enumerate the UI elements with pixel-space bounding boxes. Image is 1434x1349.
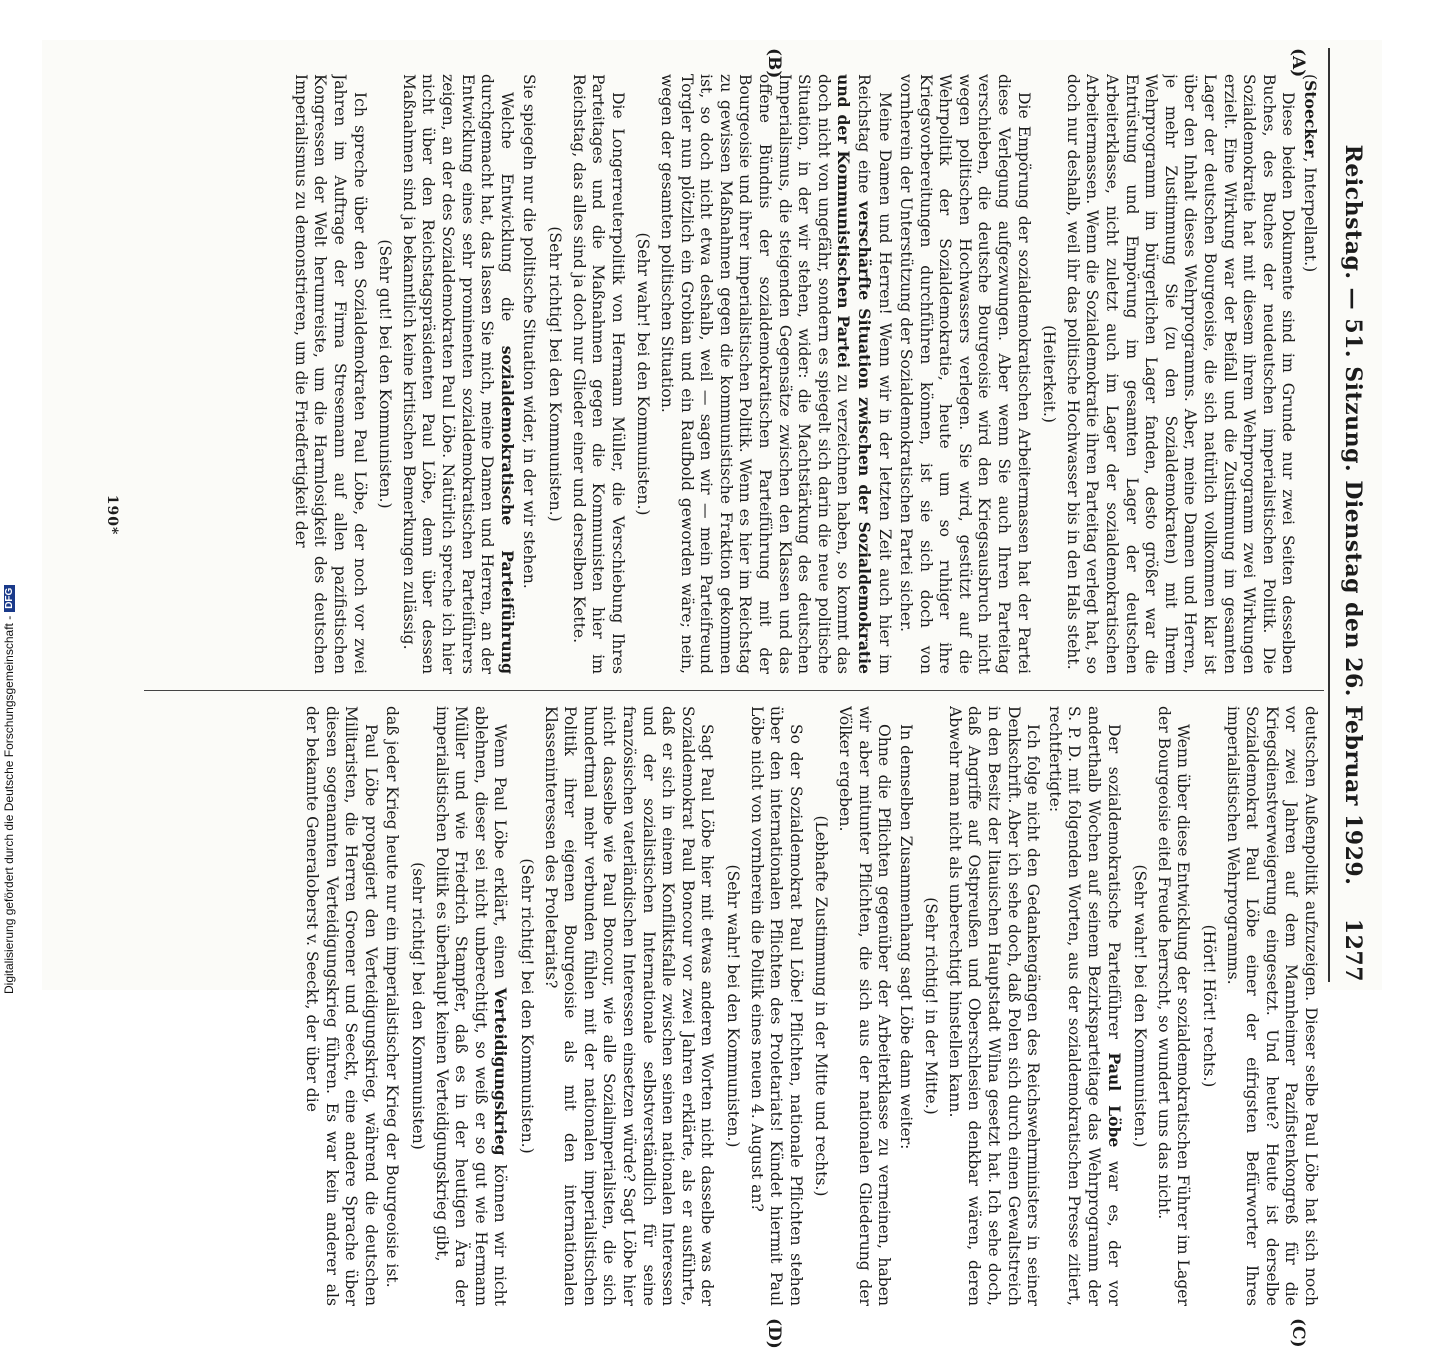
text-span: können wir nicht ablehnen, dieser sei nicht unberechtigt, so weiß er so gut wie Hermann Müller und wie Friedrich Stampfer, daß es in der heutigen Ära der imperialistischen Politik es überhaupt keinen Verteidigungskrieg gibt, xyxy=(432,706,510,1306)
margin-marker-a: (A) xyxy=(1288,48,1308,78)
page-number: 1277 xyxy=(1340,918,1366,982)
interjection: (Sehr gut! bei den Kommunisten.) xyxy=(376,239,395,509)
paragraph: Wenn über diese Entwicklung der sozialdemokratischen Führer im Lager der Bourgeoisie eitel Freude herrscht, so wundert uns das nicht. xyxy=(1154,706,1193,1306)
text-span: Der sozialdemokratische Parteiführer xyxy=(1104,724,1123,1039)
paragraph: Sie spiegeln nur die politische Situation wider, in der wir stehen. xyxy=(520,74,539,589)
interjection: (Lebhafte Zustimmung in der Mitte und rechts.) xyxy=(812,815,831,1197)
paragraph: deutschen Außenpolitik aufzuzeigen. Dieser selbe Paul Löbe hat sich noch vor zwei Jahren auf dem Mannheimer Pazifistenkongreß für die Kriegsdienstverweigerung eingesetzt. Und heute? Heute ist derselbe Sozialdemokrat Paul Löbe einer der eifrigsten Befürworter Ihres imperialistischen Wehrprogramms. xyxy=(1223,706,1320,1306)
quoted-paragraph: Ohne die Pflichten gegenüber der Arbeiterklasse zu verneinen, haben wir aber mitunter Pflichten, die sich aus der nationalen Gliederung der Völker ergeben. xyxy=(835,706,894,1306)
text-span: Wenn Paul Löbe erklärt, einen xyxy=(491,724,510,979)
left-column xyxy=(150,74,1320,674)
text-span: durchgemacht hat, das lassen Sie mich, meine Damen und Herren, an der Entwicklung eines sehr prominenten sozialdemokratischen Parteiführers zeigen, an der des Sozialdemokraten Paul Löbe. Natürlich spreche ich hier nicht über den Reichstagspräsidenten Paul Löbe, denn über dessen Maßnahmen sind ja bekanntlich keine kritischen Bemerkungen zulässig. xyxy=(399,74,497,674)
bold-phrase: Paul Löbe xyxy=(1104,1052,1124,1148)
paragraph xyxy=(1044,706,1123,1306)
bold-phrase: verschärfte Situation zwischen der Sozialdemokratie und der Kommunistischen Partei xyxy=(834,74,874,674)
text-span: Meine Damen und Herren! Wenn wir in der letzten Zeit auch hier im Reichstag eine xyxy=(854,74,894,674)
paragraph xyxy=(398,74,517,674)
interjection: (Hört! Hört! rechts.) xyxy=(1200,924,1219,1088)
paragraph: Diese beiden Dokumente sind im Grunde nur zwei Seiten desselben Buches, des Buches der neudeutschen imperialistischen Politik. Die Sozialdemokratie hat mit diesem ihrem Wehrprogramm zwei Wirkungen erzielt. Eine Wirkung war der Beifall und die Zustimmung im gesamten Lager der deutschen Bourgeoisie, die sich natürlich vollkommen klar ist über den Inhalt dieses Wehrprogramms. Aber, meine Damen und Herren, je mehr Zustimmung Sie (zu den Sozialdemokraten) mit Ihrem Wehrprogramm im bürgerlichen Lager fanden, desto größer war die Entrüstung und Empörung im gesamten Lager der deutschen Arbeiterklasse, nicht zuletzt auch im Lager der sozialdemokratischen Arbeitermassen. Wenn die Sozialdemokratie ihren Parteitag verlegt hat, so doch nur deshalb, weil ihr das politische Hochwasser bis in den Hals steht. xyxy=(1063,74,1298,674)
credit-text: Digitalisierung gefördert durch die Deutsche Forschungsgemeinschaft - xyxy=(2,615,16,994)
quoted-paragraph: Ich folge nicht den Gedankengängen des Reichswehrministers in seiner Denkschrift. Aber ich sehe doch, daß Polen sich durch einen Gewaltstreich in den Besitz der litauischen Hauptstadt Wilna gesetzt hat. Ich sehe doch, daß Angriffe auf Ostpreußen und Oberschlesien denkbar wären, deren Abwehr man nicht als unberechtigt hinstellen kann. xyxy=(945,706,1043,1306)
paragraph: Sagt Paul Löbe hier mit etwas anderen Worten nicht dasselbe was der Sozialdemokrat Paul Boncour vor zwei Jahren erklärte, als er ausführte, daß er sich in einem Konfliktsfalle zwischen seinen nationalen Interessen und der sozialistischen Internationale selbstverständlich für seine französischen vaterländischen Interessen einsetzen würde? Sagt Löbe hier nicht dasselbe wie Paul Boncour, wie alle Sozialimperialisten, die sich hundertmal mehr verbunden fühlen mit der nationalen imperialistischen Politik ihrer eigenen Bourgeoisie als mit den internationalen Klasseninteressen des Proletariats? xyxy=(541,706,717,1306)
page-header xyxy=(1332,48,1372,982)
paragraph: daß jeder Krieg heute nur ein imperialistischer Krieg der Bourgeoisie ist. xyxy=(383,706,402,1288)
header-rule xyxy=(1328,48,1330,982)
interjection: (Sehr richtig! in der Mitte.) xyxy=(922,897,941,1115)
interjection: (sehr richtig! bei den Kommunisten) xyxy=(409,862,428,1150)
paragraph xyxy=(656,74,893,674)
paragraph: Ich spreche über den Sozialdemokraten Paul Löbe, der noch vor zwei Jahren im Auftrage der Firma Stresemann auf allen pazifistischen Kongressen der Welt herumreiste, um die Harmlosigkeit des deutschen Imperialismus zu demonstrieren, um die Friedfertigkeit der xyxy=(291,74,369,674)
bold-phrase: sozialdemokratische Parteiführung xyxy=(497,345,517,674)
bold-phrase: Verteidigungskrieg xyxy=(491,987,511,1156)
margin-marker-b: (B) xyxy=(764,48,784,79)
interjection: (Sehr wahr! bei den Kommunisten.) xyxy=(634,232,653,516)
interjection: (Heiterkeit.) xyxy=(1040,325,1059,423)
digitization-credit xyxy=(2,0,24,994)
paragraph: Paul Löbe propagiert den Verteidigungskrieg, während die deutschen Militaristen, die Herren Groener und Seeckt, eine andere Sprache über diesen sogenannten Verteidigungskrieg führen. Es war kein anderer als der bekannte Generaloberst v. Seeckt, der über die xyxy=(303,706,380,1306)
column-divider xyxy=(144,690,1324,691)
paragraph: So der Sozialdemokrat Paul Löbe! Pflichten, nationale Pflichten stehen über den internationalen Pflichten des Proletariats! Kündet hiermit Paul Löbe nicht von vornherein die Politik eines neuen 4. August an? xyxy=(747,706,805,1306)
dfg-logo: DFG xyxy=(4,585,15,612)
margin-marker-c: (C) xyxy=(1288,1318,1308,1348)
interjection: (Sehr richtig! bei den Kommunisten.) xyxy=(546,226,565,522)
paragraph: Die Longerreuterpolitik von Hermann Müller, die Verschiebung Ihres Parteitages und die Maßnahmen gegen die Kommunisten hier im Reichstag, das alles sind ja doch nur Glieder einer und derselben Kette. xyxy=(569,74,627,674)
speaker-role: , Interpellant.) xyxy=(1301,157,1319,273)
rotated-scanned-page xyxy=(42,40,1382,1349)
paragraph: Die Empörung der sozialdemokratischen Arbeitermassen hat der Partei diese Verlegung aufgezwungen. Aber wenn Sie auch Ihren Parteitag verschieben, die deutsche Bourgeoisie wird den Kriegsausbruch nicht wegen politischen Hochwassers verlegen. Sie wird, gestützt auf die Wehrpolitik der Sozialdemokratie, heute um so ruhiger ihre Kriegsvorbereitungen durchführen können, ist sie sich doch von vornherein der Unterstützung der Sozialdemokratischen Partei sicher. xyxy=(897,74,1033,674)
signature-mark: 190* xyxy=(104,494,120,536)
text-span: zu verzeichnen haben, so kommt das doch nicht von ungefähr, sondern es spiegelt sich darin die neue politische Situation, in der wir stehen, wider: die Machtstärkung des deutschen Imperialismus, die steigenden Gegensätze zwischen den Klassen und das offene Bündnis der sozialdemokratischen Parteiführung mit der Bourgeoisie und ihrer imperialistischen Politik. Wenn es hier im Reichstag zu gewissen Maßnahmen gegen die kommunistische Fraktion gekommen ist, so doch nicht etwa deshalb, weil — sagen wir — mein Parteifreund Torgler nun plötzlich ein Grobian und ein Raufbold geworden wäre; nein, wegen der gesamten politischen Situation. xyxy=(658,74,853,674)
margin-marker-d: (D) xyxy=(764,1318,784,1349)
right-column xyxy=(150,706,1320,1306)
interjection: (Sehr richtig! bei den Kommunisten.) xyxy=(518,858,537,1154)
page-title: Reichstag. — 51. Sitzung. Dienstag den 26. Februar 1929. xyxy=(1340,144,1366,886)
text-span: war es, der vor anderthalb Wochen auf seinem Bezirksparteitage das Wehrprogramm der S. P. D. mit folgenden Worten, aus der sozialdemokratischen Presse zitiert, rechtfertigte: xyxy=(1045,706,1123,1306)
paragraph xyxy=(431,706,510,1306)
interjection: (Sehr wahr! bei den Kommunisten.) xyxy=(1131,864,1150,1148)
text-span: Welche Entwicklung die xyxy=(497,92,516,322)
speaker-name: Stoecker xyxy=(1301,80,1320,158)
interjection: (Sehr wahr! bei den Kommunisten.) xyxy=(723,864,742,1148)
speaker-line: (Stoecker, Interpellant.) xyxy=(1301,74,1320,273)
paragraph: In demselben Zusammenhang sagt Löbe dann weiter: xyxy=(896,724,915,1150)
